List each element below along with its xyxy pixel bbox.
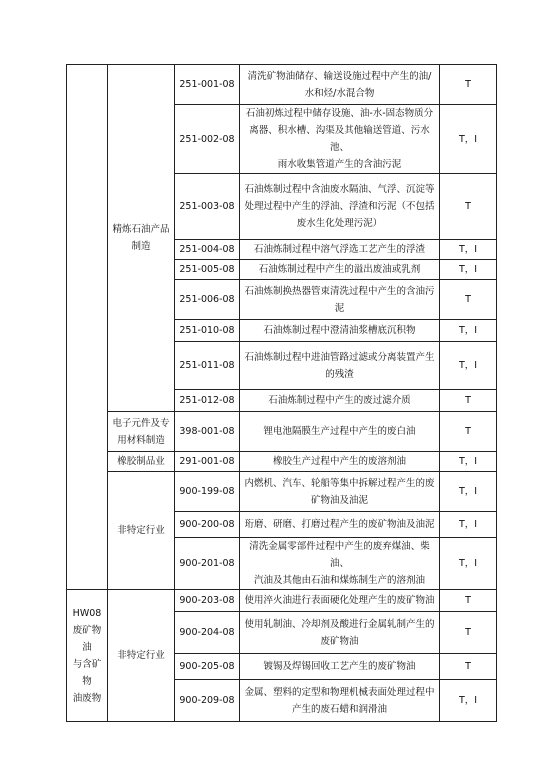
hazardous-waste-table <box>66 64 497 722</box>
hazard-property: T，I <box>440 260 497 280</box>
waste-code: 251-003-08 <box>175 174 240 240</box>
waste-code: 900-204-08 <box>175 612 240 654</box>
table-row <box>67 412 497 452</box>
waste-code: 900-199-08 <box>175 472 240 512</box>
hazard-property: T <box>440 612 497 654</box>
waste-description: 橡胶生产过程中产生的废溶剂油 <box>240 452 440 472</box>
waste-description: 清洗金属零部件过程中产生的废弃煤油、柴油、 汽油及其他由石油和煤炼制生产的溶剂油 <box>240 538 440 590</box>
waste-description: 石油炼制过程中澄清油浆槽底沉积物 <box>240 320 440 342</box>
hazard-property: T，I <box>440 320 497 342</box>
hazard-property: T，I <box>440 680 497 722</box>
waste-code: 251-002-08 <box>175 105 240 174</box>
waste-description: 锂电池隔膜生产过程中产生的废白油 <box>240 412 440 452</box>
hazard-property: T，I <box>440 472 497 512</box>
table-row <box>67 452 497 472</box>
waste-description: 使用淬火油进行表面硬化处理产生的废矿物油 <box>240 590 440 612</box>
industry-cell-electronics: 电子元件及专 用材料制造 <box>108 412 175 452</box>
hazard-property: T <box>440 65 497 105</box>
waste-code: 900-205-08 <box>175 654 240 680</box>
hazard-property: T，I <box>440 105 497 174</box>
waste-description: 石油炼制过程中含油废水隔油、气浮、沉淀等 处理过程中产生的浮油、浮渣和污泥（不包括 废水生化处理污泥） <box>240 174 440 240</box>
waste-description: 石油初炼过程中储存设施、油-水-固态物质分 离器、积水槽、沟渠及其他输送管道、污水池、 雨水收集管道产生的含油污泥 <box>240 105 440 174</box>
hazard-property: T <box>440 590 497 612</box>
waste-description: 石油炼制过程中产生的废过滤介质 <box>240 390 440 412</box>
waste-description: 清洗矿物油储存、输送设施过程中产生的油/ 水和烃/水混合物 <box>240 65 440 105</box>
industry-cell-refining: 精炼石油产品 制造 <box>108 65 175 412</box>
hazard-property: T <box>440 390 497 412</box>
waste-code: 251-010-08 <box>175 320 240 342</box>
waste-description: 内燃机、汽车、轮船等集中拆解过程产生的废 矿物油及油泥 <box>240 472 440 512</box>
waste-description: 石油炼制过程中进油管路过滤或分离装置产生 的残渣 <box>240 342 440 390</box>
waste-description: 使用轧制油、冷却剂及酸进行金属轧制产生的 废矿物油 <box>240 612 440 654</box>
hazard-property: T <box>440 174 497 240</box>
waste-code: 398-001-08 <box>175 412 240 452</box>
waste-code: 291-001-08 <box>175 452 240 472</box>
category-cell-empty <box>67 65 108 590</box>
hazard-property: T，I <box>440 512 497 538</box>
hazard-property: T，I <box>440 342 497 390</box>
waste-description: 金属、塑料的定型和物理机械表面处理过程中 产生的废石蜡和润滑油 <box>240 680 440 722</box>
waste-description: 镀锡及焊锡回收工艺产生的废矿物油 <box>240 654 440 680</box>
industry-cell-non-specific: 非特定行业 <box>108 472 175 590</box>
hazard-property: T，I <box>440 452 497 472</box>
table-row <box>67 590 497 612</box>
hazard-property: T，I <box>440 240 497 260</box>
industry-cell-rubber: 橡胶制品业 <box>108 452 175 472</box>
waste-code: 251-011-08 <box>175 342 240 390</box>
waste-code: 251-001-08 <box>175 65 240 105</box>
waste-description: 石油炼制过程中溶气浮选工艺产生的浮渣 <box>240 240 440 260</box>
category-cell-hw08: HW08 废矿物油 与含矿物 油废物 <box>67 590 108 722</box>
table-row <box>67 472 497 512</box>
waste-code: 900-201-08 <box>175 538 240 590</box>
hazard-property: T <box>440 280 497 320</box>
hazard-property: T，I <box>440 538 497 590</box>
waste-code: 900-200-08 <box>175 512 240 538</box>
waste-description: 石油炼制换热器管束清洗过程中产生的含油污 泥 <box>240 280 440 320</box>
table-row <box>67 65 497 105</box>
hazard-property: T <box>440 412 497 452</box>
waste-code: 900-209-08 <box>175 680 240 722</box>
waste-code: 251-006-08 <box>175 280 240 320</box>
hazard-property: T <box>440 654 497 680</box>
waste-code: 251-005-08 <box>175 260 240 280</box>
industry-cell-non-specific-2: 非特定行业 <box>108 590 175 722</box>
waste-code: 251-004-08 <box>175 240 240 260</box>
waste-description: 石油炼制过程中产生的溢出废油或乳剂 <box>240 260 440 280</box>
waste-description: 珩磨、研磨、打磨过程产生的废矿物油及油泥 <box>240 512 440 538</box>
waste-code: 251-012-08 <box>175 390 240 412</box>
waste-code: 900-203-08 <box>175 590 240 612</box>
